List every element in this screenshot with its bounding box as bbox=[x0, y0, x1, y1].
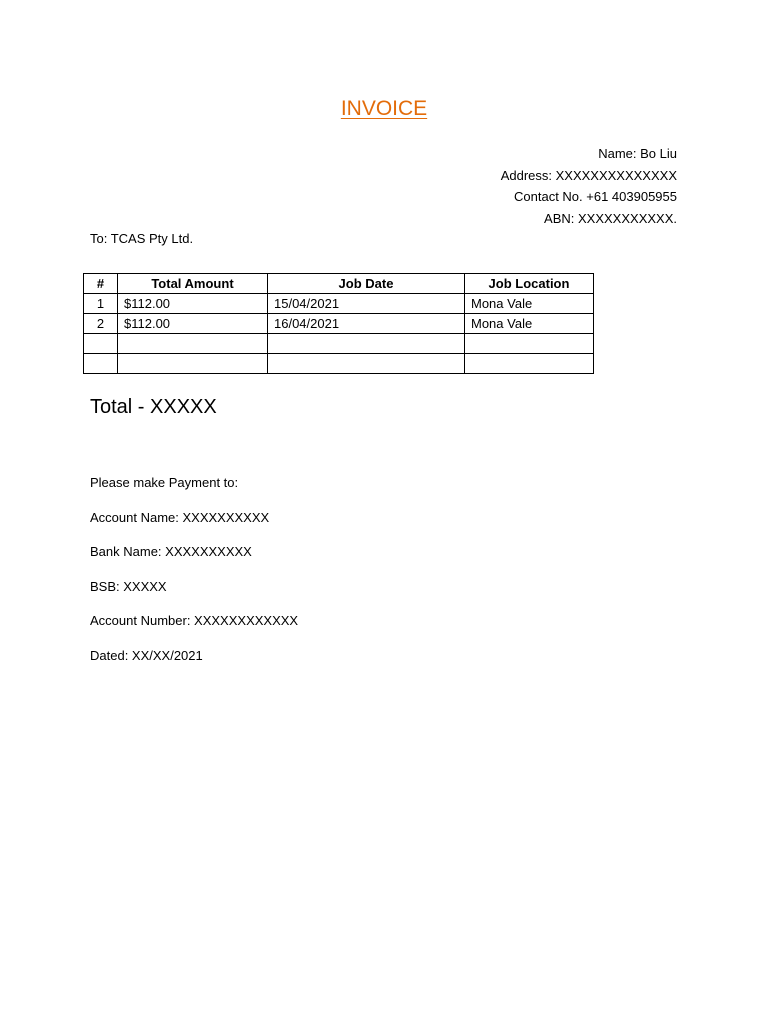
table-row bbox=[84, 334, 594, 354]
bsb: BSB: XXXXX bbox=[90, 578, 167, 594]
dated: Dated: XX/XX/2021 bbox=[90, 647, 203, 663]
table-row bbox=[84, 314, 594, 334]
cell-job-location: Mona Vale bbox=[465, 294, 594, 314]
recipient: To: TCAS Pty Ltd. bbox=[90, 231, 194, 246]
account-name: Account Name: XXXXXXXXXX bbox=[90, 509, 270, 525]
header-total-amount: Total Amount bbox=[118, 274, 268, 294]
sender-details bbox=[501, 143, 677, 230]
cell-total-amount bbox=[118, 334, 268, 354]
jobs-table bbox=[83, 273, 594, 374]
account-number: Account Number: XXXXXXXXXXXX bbox=[90, 613, 299, 629]
cell-job-date: 15/04/2021 bbox=[268, 294, 465, 314]
invoice-title: INVOICE bbox=[340, 97, 428, 120]
invoice-total: Total - XXXXX bbox=[90, 396, 217, 418]
header-job-location: Job Location bbox=[465, 274, 594, 294]
cell-job-location bbox=[465, 354, 594, 374]
cell-job-location: Mona Vale bbox=[465, 314, 594, 334]
bank-name: Bank Name: XXXXXXXXXX bbox=[90, 544, 252, 560]
cell-job-date: 16/04/2021 bbox=[268, 314, 465, 334]
cell-total-amount: $112.00 bbox=[118, 314, 268, 334]
table-header-row bbox=[84, 274, 594, 294]
cell-index bbox=[84, 354, 118, 374]
payment-intro: Please make Payment to: bbox=[90, 475, 239, 490]
sender-name: Name: Bo Liu bbox=[598, 146, 677, 161]
cell-index bbox=[84, 334, 118, 354]
table-row bbox=[84, 294, 594, 314]
header-job-date: Job Date bbox=[268, 274, 465, 294]
sender-contact: Contact No. +61 403905955 bbox=[514, 189, 677, 205]
cell-index: 1 bbox=[84, 294, 118, 314]
cell-job-date bbox=[268, 354, 465, 374]
cell-total-amount: $112.00 bbox=[118, 294, 268, 314]
sender-address: Address: XXXXXXXXXXXXXX bbox=[500, 167, 677, 183]
cell-index: 2 bbox=[84, 314, 118, 334]
table-row bbox=[84, 354, 594, 374]
cell-total-amount bbox=[118, 354, 268, 374]
header-index: # bbox=[84, 274, 118, 294]
cell-job-date bbox=[268, 334, 465, 354]
sender-abn: ABN: XXXXXXXXXXX. bbox=[544, 211, 677, 227]
cell-job-location bbox=[465, 334, 594, 354]
payment-details bbox=[90, 474, 298, 682]
